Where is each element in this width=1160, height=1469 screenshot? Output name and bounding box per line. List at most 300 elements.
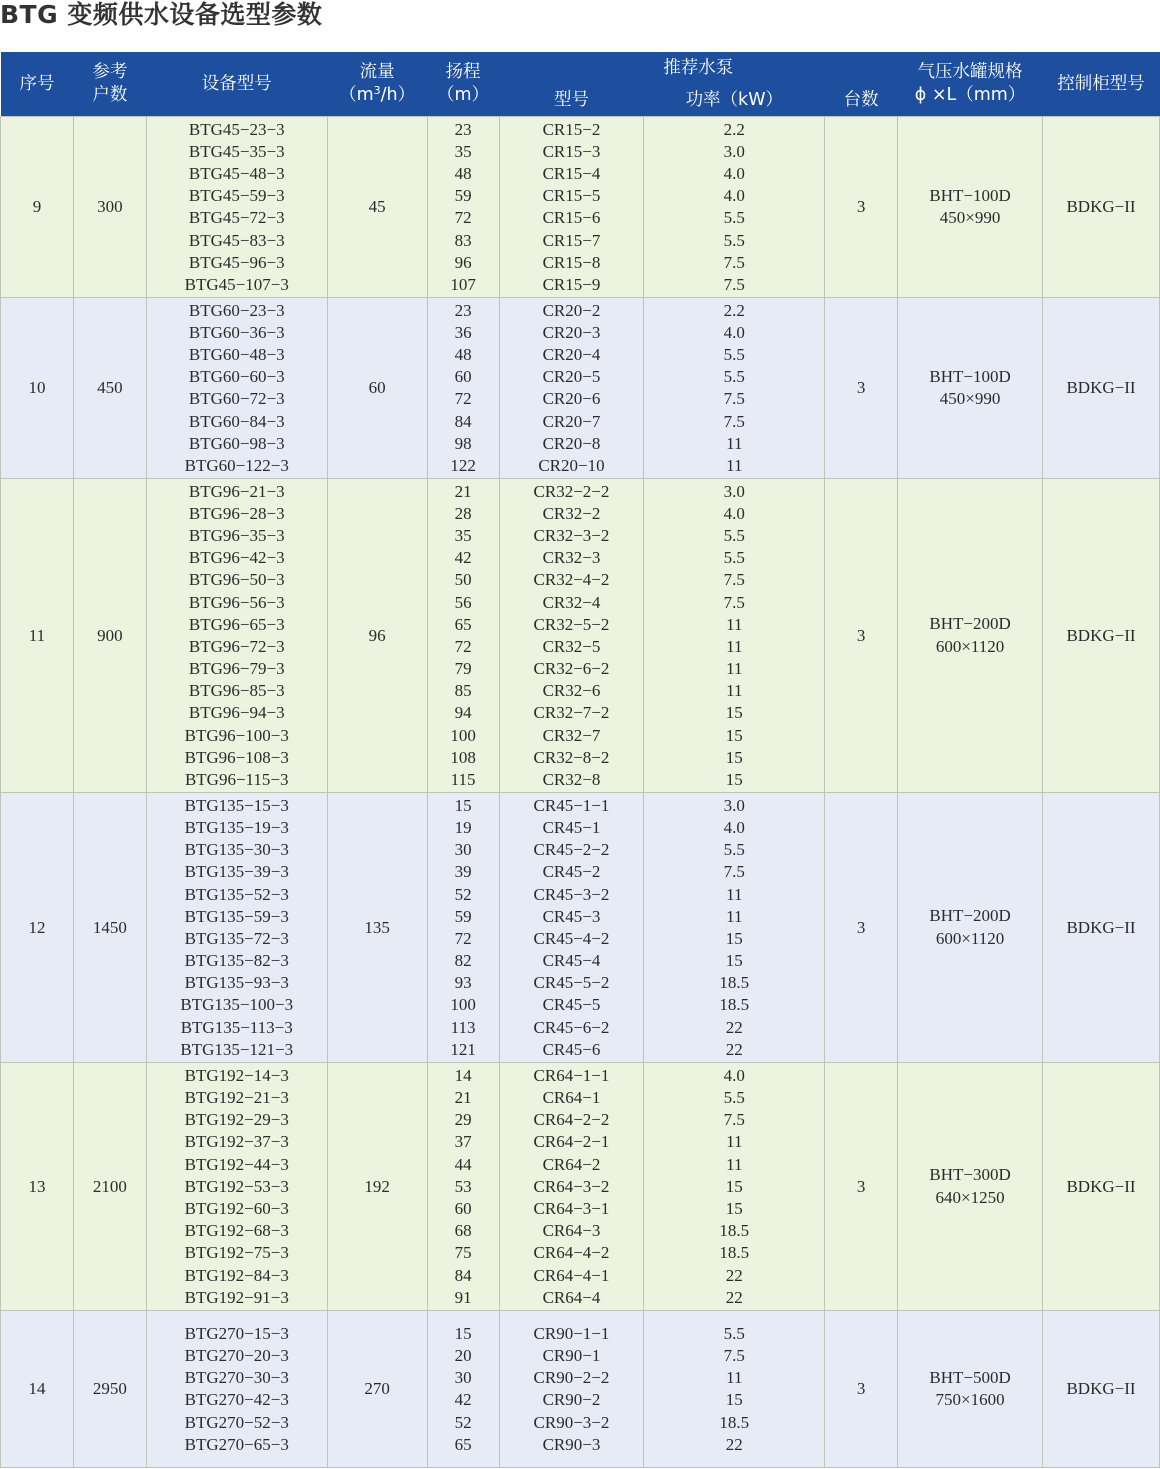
equipment-model: BTG135−39−3 <box>184 862 289 882</box>
head-value: 72 <box>454 928 472 948</box>
seq-cell: 9 <box>1 117 74 298</box>
equipment-model: BTG192−37−3 <box>184 1132 289 1152</box>
flow-cell: 45 <box>327 117 427 298</box>
pump-model: CR15−5 <box>542 186 601 206</box>
pump-power: 22 <box>725 1039 743 1059</box>
head-value-list <box>427 1063 499 1311</box>
cabinet-cell: BDKG−II <box>1043 1063 1160 1311</box>
pump-model: CR32−6−2 <box>533 659 610 679</box>
equipment-model: BTG96−28−3 <box>188 503 285 523</box>
seq-cell: 14 <box>1 1311 74 1468</box>
head-value: 39 <box>454 862 472 882</box>
pump-power: 15 <box>725 770 743 790</box>
flow-cell: 135 <box>327 793 427 1063</box>
head-value: 52 <box>454 1412 472 1432</box>
table-header <box>1 52 1160 117</box>
table-row <box>1 1063 1160 1311</box>
pump-power: 5.5 <box>723 548 745 568</box>
head-value: 100 <box>450 995 476 1015</box>
pump-power: 4.0 <box>723 1065 745 1085</box>
head-value-list <box>427 298 499 479</box>
tank-size: 600×1120 <box>935 636 1005 656</box>
seq-cell: 10 <box>1 298 74 479</box>
pump-power: 15 <box>725 1199 743 1219</box>
head-value: 113 <box>450 1017 476 1037</box>
pump-model: CR32−2 <box>542 503 601 523</box>
head-value: 60 <box>454 1199 472 1219</box>
pump-power: 4.0 <box>723 817 745 837</box>
table-row <box>1 479 1160 793</box>
pump-power: 11 <box>726 433 743 453</box>
pump-model: CR32−5−2 <box>533 614 610 634</box>
equipment-model: BTG96−100−3 <box>184 725 289 745</box>
head-value: 122 <box>450 456 476 475</box>
equipment-model: BTG45−35−3 <box>188 141 285 161</box>
head-value: 82 <box>454 951 472 971</box>
equipment-model: BTG60−122−3 <box>184 456 289 475</box>
pump-power: 15 <box>725 703 743 723</box>
header-flow-unit-a: （m <box>339 84 374 105</box>
pump-power: 7.5 <box>723 411 745 431</box>
tank-size: 450×990 <box>939 208 1001 227</box>
pump-power: 5.5 <box>723 367 745 387</box>
equipment-model: BTG192−14−3 <box>184 1065 289 1085</box>
pump-model: CR64−1−1 <box>533 1065 610 1085</box>
pump-power: 11 <box>726 636 743 656</box>
cabinet-cell: BDKG−II <box>1043 793 1160 1063</box>
head-value: 72 <box>454 389 472 409</box>
pump-power: 18.5 <box>719 1412 750 1432</box>
equipment-model: BTG192−44−3 <box>184 1154 289 1174</box>
head-value: 68 <box>454 1221 472 1241</box>
pump-model: CR20−7 <box>542 411 601 431</box>
pump-power: 7.5 <box>723 592 745 612</box>
pump-power: 18.5 <box>719 1221 750 1241</box>
pump-power: 18.5 <box>719 973 750 993</box>
header-tank <box>898 52 1043 117</box>
pump-model: CR15−6 <box>542 208 601 228</box>
equipment-model: BTG270−30−3 <box>184 1368 289 1388</box>
pump-model: CR32−5 <box>542 636 601 656</box>
equipment-model: BTG60−23−3 <box>188 300 285 320</box>
pump-power: 22 <box>725 1287 743 1307</box>
pump-count-cell: 3 <box>825 479 898 793</box>
equipment-model: BTG45−48−3 <box>188 164 285 184</box>
header-pump-count: 台数 <box>825 84 898 117</box>
pump-power: 4.0 <box>723 503 745 523</box>
head-value: 30 <box>454 1368 472 1388</box>
pump-model: CR20−6 <box>542 389 601 409</box>
pump-power: 11 <box>726 1132 743 1152</box>
pump-model: CR90−1 <box>542 1346 601 1366</box>
pump-model: CR32−8 <box>542 770 601 790</box>
pump-model: CR64−3 <box>542 1221 601 1241</box>
head-value: 83 <box>454 230 472 250</box>
pump-model-list <box>499 1311 644 1468</box>
pump-model: CR20−8 <box>542 433 601 453</box>
pump-model: CR45−5 <box>542 995 601 1015</box>
equipment-model: BTG45−23−3 <box>188 119 285 139</box>
head-value: 29 <box>454 1110 472 1130</box>
equipment-model: BTG45−59−3 <box>188 186 285 206</box>
pump-power-list <box>644 1063 825 1311</box>
pump-power: 3.0 <box>723 141 745 161</box>
pump-power: 15 <box>725 725 743 745</box>
head-value: 65 <box>454 614 472 634</box>
pump-power: 7.5 <box>723 252 745 272</box>
head-value: 42 <box>454 548 472 568</box>
pump-model: CR45−5−2 <box>533 973 610 993</box>
pump-model: CR64−4−1 <box>533 1265 610 1285</box>
head-value: 30 <box>454 840 472 860</box>
head-value: 21 <box>454 1088 472 1108</box>
pump-model: CR45−2 <box>542 862 601 882</box>
table-row <box>1 793 1160 1063</box>
tank-spec-cell <box>898 298 1043 479</box>
seq-cell: 11 <box>1 479 74 793</box>
flow-cell: 96 <box>327 479 427 793</box>
equipment-model: BTG96−115−3 <box>184 770 289 790</box>
equipment-model: BTG96−56−3 <box>188 592 285 612</box>
equipment-model: BTG135−19−3 <box>184 817 289 837</box>
tank-model: BHT−200D <box>929 614 1011 634</box>
pump-power: 22 <box>725 1017 743 1037</box>
tank-model: BHT−500D <box>929 1367 1011 1387</box>
head-value: 48 <box>454 345 472 365</box>
header-model: 设备型号 <box>146 52 327 117</box>
pump-power: 11 <box>726 614 743 634</box>
pump-model: CR20−4 <box>542 345 601 365</box>
cabinet-cell: BDKG−II <box>1043 1311 1160 1468</box>
header-households-line2: 户数 <box>92 85 128 105</box>
pump-model: CR32−4−2 <box>533 570 610 590</box>
pump-power: 7.5 <box>723 1346 745 1366</box>
header-flow <box>327 52 427 117</box>
equipment-model: BTG192−21−3 <box>184 1088 289 1108</box>
equipment-model: BTG135−52−3 <box>184 884 289 904</box>
header-tank-line2: ϕ ×L（mm） <box>914 85 1026 105</box>
pump-power: 18.5 <box>719 995 750 1015</box>
pump-power-list <box>644 1311 825 1468</box>
head-value: 59 <box>454 906 472 926</box>
head-value: 20 <box>454 1346 472 1366</box>
pump-model: CR32−8−2 <box>533 747 610 767</box>
pump-count-cell: 3 <box>825 117 898 298</box>
pump-power: 15 <box>725 1390 743 1410</box>
head-value-list <box>427 479 499 793</box>
equipment-model: BTG96−65−3 <box>188 614 285 634</box>
header-head-line1: 扬程 <box>445 62 481 82</box>
flow-cell: 60 <box>327 298 427 479</box>
pump-power: 7.5 <box>723 862 745 882</box>
equipment-model: BTG270−65−3 <box>184 1434 289 1454</box>
head-value: 23 <box>454 119 472 139</box>
pump-model-list <box>499 479 644 793</box>
equipment-model: BTG96−79−3 <box>188 659 285 679</box>
pump-power: 2.2 <box>723 119 745 139</box>
equipment-model: BTG96−94−3 <box>188 703 285 723</box>
pump-model: CR15−4 <box>542 164 601 184</box>
equipment-model: BTG270−15−3 <box>184 1323 289 1343</box>
pump-power: 4.0 <box>723 164 745 184</box>
equipment-model: BTG192−29−3 <box>184 1110 289 1130</box>
pump-model-list <box>499 793 644 1063</box>
equipment-model-list <box>146 1311 327 1468</box>
equipment-model: BTG135−15−3 <box>184 795 289 815</box>
pump-power: 5.5 <box>723 840 745 860</box>
equipment-model-list <box>146 298 327 479</box>
pump-count-cell: 3 <box>825 1311 898 1468</box>
pump-power: 22 <box>725 1265 743 1285</box>
equipment-model: BTG135−113−3 <box>180 1017 293 1037</box>
households-cell: 2100 <box>73 1063 146 1311</box>
equipment-model-list <box>146 793 327 1063</box>
equipment-model: BTG45−72−3 <box>188 208 285 228</box>
pump-power: 11 <box>726 1368 743 1388</box>
pump-model: CR32−3−2 <box>533 525 610 545</box>
households-cell: 450 <box>73 298 146 479</box>
pump-model: CR90−3−2 <box>533 1412 610 1432</box>
head-value: 75 <box>454 1243 472 1263</box>
pump-model: CR20−5 <box>542 367 601 387</box>
head-value: 21 <box>454 481 472 501</box>
equipment-model: BTG45−96−3 <box>188 252 285 272</box>
pump-power: 5.5 <box>723 345 745 365</box>
head-value: 56 <box>454 592 472 612</box>
head-value: 107 <box>450 275 476 294</box>
head-value: 72 <box>454 208 472 228</box>
pump-model: CR90−2−2 <box>533 1368 610 1388</box>
pump-power: 5.5 <box>723 1323 745 1343</box>
pump-model: CR64−1 <box>542 1088 601 1108</box>
table-row <box>1 298 1160 479</box>
pump-model-list <box>499 1063 644 1311</box>
header-flow-unit-b: /h） <box>380 84 416 105</box>
equipment-model: BTG96−72−3 <box>188 636 285 656</box>
head-value: 65 <box>454 1434 472 1454</box>
tank-model: BHT−100D <box>929 366 1011 386</box>
selection-table <box>0 52 1160 1468</box>
equipment-model: BTG96−21−3 <box>188 481 285 501</box>
pump-model: CR64−2−1 <box>533 1132 610 1152</box>
head-value: 59 <box>454 186 472 206</box>
pump-model: CR64−4 <box>542 1287 601 1307</box>
seq-cell: 12 <box>1 793 74 1063</box>
equipment-model: BTG270−42−3 <box>184 1390 289 1410</box>
head-value: 53 <box>454 1176 472 1196</box>
header-seq: 序号 <box>1 52 74 117</box>
equipment-model: BTG96−108−3 <box>184 747 289 767</box>
pump-power: 15 <box>725 928 743 948</box>
flow-cell: 270 <box>327 1311 427 1468</box>
equipment-model: BTG96−35−3 <box>188 525 285 545</box>
pump-power: 7.5 <box>723 570 745 590</box>
pump-model: CR45−1 <box>542 817 601 837</box>
pump-model: CR45−1−1 <box>533 795 610 815</box>
equipment-model: BTG60−72−3 <box>188 389 285 409</box>
head-value: 84 <box>454 411 472 431</box>
equipment-model: BTG45−107−3 <box>184 275 289 294</box>
equipment-model: BTG96−85−3 <box>188 681 285 701</box>
equipment-model: BTG60−36−3 <box>188 322 285 342</box>
equipment-model: BTG45−83−3 <box>188 230 285 250</box>
header-flow-line1: 流量 <box>359 61 395 82</box>
pump-power-list <box>644 117 825 298</box>
pump-model: CR64−4−2 <box>533 1243 610 1263</box>
header-pump-power: 功率（kW） <box>644 84 825 117</box>
pump-power: 7.5 <box>723 389 745 409</box>
pump-power-list <box>644 298 825 479</box>
head-value: 28 <box>454 503 472 523</box>
equipment-model: BTG192−84−3 <box>184 1265 289 1285</box>
tank-size: 600×1120 <box>935 928 1005 948</box>
pump-power: 11 <box>726 1154 743 1174</box>
pump-count-cell: 3 <box>825 1063 898 1311</box>
cabinet-cell: BDKG−II <box>1043 117 1160 298</box>
head-value: 85 <box>454 681 472 701</box>
header-head-line2: （m） <box>437 85 490 105</box>
pump-power: 11 <box>726 456 743 475</box>
equipment-model: BTG192−75−3 <box>184 1243 289 1263</box>
pump-model: CR90−2 <box>542 1390 601 1410</box>
pump-power: 5.5 <box>723 1088 745 1108</box>
pump-model: CR45−3 <box>542 906 601 926</box>
tank-size: 750×1600 <box>935 1390 1005 1409</box>
head-value: 115 <box>450 770 476 790</box>
pump-model: CR32−6 <box>542 681 601 701</box>
pump-power: 5.5 <box>723 208 745 228</box>
pump-power: 7.5 <box>723 1110 745 1130</box>
head-value: 15 <box>454 795 472 815</box>
table-row <box>1 117 1160 298</box>
tank-spec-cell <box>898 1063 1043 1311</box>
tank-spec-cell <box>898 1311 1043 1468</box>
pump-model: CR64−2 <box>542 1154 601 1174</box>
table-body <box>1 117 1160 1468</box>
pump-model: CR15−7 <box>542 230 601 250</box>
pump-model: CR32−2−2 <box>533 481 610 501</box>
equipment-model: BTG135−93−3 <box>184 973 289 993</box>
households-cell: 300 <box>73 117 146 298</box>
pump-power: 5.5 <box>723 230 745 250</box>
equipment-model: BTG135−121−3 <box>180 1039 294 1059</box>
equipment-model: BTG60−84−3 <box>188 411 285 431</box>
head-value: 60 <box>454 367 472 387</box>
pump-model: CR15−3 <box>542 141 601 161</box>
pump-power: 15 <box>725 951 743 971</box>
tank-spec-cell <box>898 479 1043 793</box>
pump-power: 22 <box>725 1434 743 1454</box>
header-pump-model: 型号 <box>499 84 644 117</box>
equipment-model-list <box>146 479 327 793</box>
pump-model: CR45−4 <box>542 951 601 971</box>
pump-power: 11 <box>726 681 743 701</box>
equipment-model: BTG270−20−3 <box>184 1346 289 1366</box>
head-value: 84 <box>454 1265 472 1285</box>
pump-power: 2.2 <box>723 300 745 320</box>
pump-power: 3.0 <box>723 481 745 501</box>
head-value: 23 <box>454 300 472 320</box>
pump-model: CR64−2−2 <box>533 1110 610 1130</box>
head-value: 36 <box>454 322 472 342</box>
pump-model: CR20−2 <box>542 300 601 320</box>
pump-model: CR32−3 <box>542 548 601 568</box>
head-value: 52 <box>454 884 472 904</box>
head-value: 50 <box>454 570 472 590</box>
equipment-model: BTG96−42−3 <box>188 548 285 568</box>
tank-spec-cell <box>898 117 1043 298</box>
head-value: 121 <box>450 1039 476 1059</box>
pump-model: CR45−6 <box>542 1039 601 1059</box>
pump-model: CR15−2 <box>542 119 601 139</box>
equipment-model-list <box>146 117 327 298</box>
head-value: 93 <box>454 973 472 993</box>
pump-model: CR64−3−1 <box>533 1199 610 1219</box>
equipment-model: BTG192−68−3 <box>184 1221 289 1241</box>
tank-model: BHT−200D <box>929 906 1011 926</box>
pump-model: CR90−3 <box>542 1434 601 1454</box>
header-tank-line1: 气压水罐规格 <box>917 62 1023 82</box>
header-households <box>73 52 146 117</box>
header-households-line1: 参考 <box>92 62 128 82</box>
equipment-model: BTG96−50−3 <box>188 570 285 590</box>
pump-model: CR45−6−2 <box>533 1017 610 1037</box>
pump-model: CR20−10 <box>538 456 605 475</box>
header-head <box>427 52 499 117</box>
pump-model: CR32−7 <box>542 725 601 745</box>
pump-model: CR15−9 <box>542 275 601 294</box>
head-value: 94 <box>454 703 472 723</box>
pump-power: 11 <box>726 659 743 679</box>
pump-model: CR64−3−2 <box>533 1176 610 1196</box>
pump-power: 18.5 <box>719 1243 750 1263</box>
equipment-model: BTG135−30−3 <box>184 840 289 860</box>
equipment-model-list <box>146 1063 327 1311</box>
pump-model: CR32−4 <box>542 592 601 612</box>
header-cabinet: 控制柜型号 <box>1043 52 1160 117</box>
households-cell: 2950 <box>73 1311 146 1468</box>
pump-power-list <box>644 479 825 793</box>
pump-model: CR45−4−2 <box>533 928 610 948</box>
pump-power: 5.5 <box>723 525 745 545</box>
pump-power-list <box>644 793 825 1063</box>
equipment-model: BTG135−82−3 <box>184 951 289 971</box>
households-cell: 1450 <box>73 793 146 1063</box>
equipment-model: BTG135−59−3 <box>184 906 289 926</box>
pump-power: 7.5 <box>723 275 745 294</box>
pump-model: CR20−3 <box>542 322 601 342</box>
pump-model: CR15−8 <box>542 252 601 272</box>
equipment-model: BTG192−91−3 <box>184 1287 289 1307</box>
head-value: 19 <box>454 817 472 837</box>
head-value: 44 <box>454 1154 472 1174</box>
pump-model-list <box>499 298 644 479</box>
equipment-model: BTG192−60−3 <box>184 1199 289 1219</box>
pump-power: 4.0 <box>723 186 745 206</box>
equipment-model: BTG135−72−3 <box>184 928 289 948</box>
head-value: 108 <box>450 747 476 767</box>
flow-cell: 192 <box>327 1063 427 1311</box>
equipment-model: BTG270−52−3 <box>184 1412 289 1432</box>
head-value-list <box>427 117 499 298</box>
tank-spec-cell <box>898 793 1043 1063</box>
head-value: 91 <box>454 1287 472 1307</box>
head-value: 37 <box>454 1132 472 1152</box>
head-value: 100 <box>450 725 476 745</box>
equipment-model: BTG192−53−3 <box>184 1176 289 1196</box>
households-cell: 900 <box>73 479 146 793</box>
head-value: 14 <box>454 1065 472 1085</box>
